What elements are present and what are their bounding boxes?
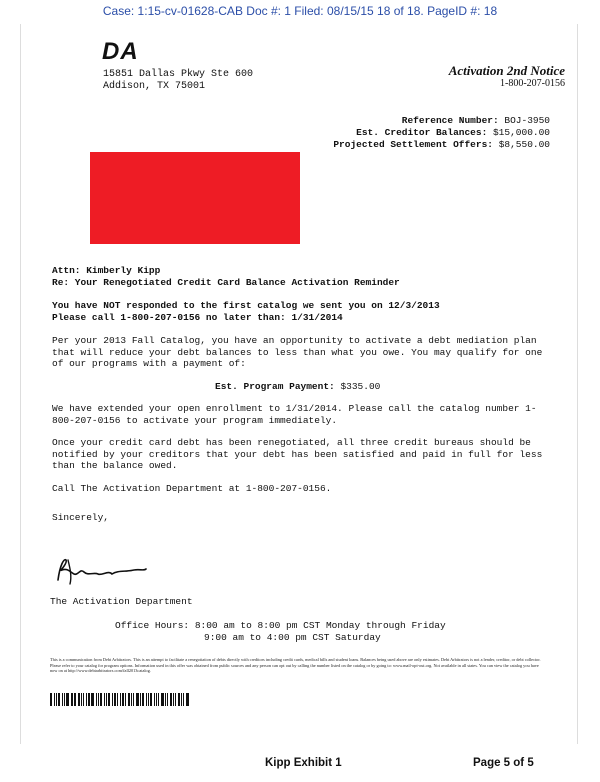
barcode-bar bbox=[56, 693, 57, 706]
ref-value: BOJ-3950 bbox=[504, 115, 550, 126]
fine-print-disclaimer: This is a communication from Debt Arbitrators. This is an attempt to facilitate a renegotiation of debts directly with creditors including credit cards, medical bills and student loans. Balances being used above are only estimates. Debt Arbitrators is not a lender, creditor, or debt collector. Please refer to your catalog for program options. Information used in this offer was obtained from public sources and any person can opt out by calling the number listed on the catalog or by going to: www.mail-opt-out.org. Not available in all states. You can view the catalog you have now on at http://www.debtarbitrators.com/fall2013catalog. bbox=[50, 657, 541, 673]
attn-line: Attn: Kimberly Kipp bbox=[52, 265, 161, 276]
barcode-bar bbox=[114, 693, 117, 706]
barcode-bar bbox=[71, 693, 72, 706]
barcode-bar bbox=[178, 693, 180, 706]
barcode-bar bbox=[104, 693, 105, 706]
barcode-bar bbox=[131, 693, 132, 706]
hours-row-2 bbox=[115, 632, 446, 644]
barcode-bar bbox=[122, 693, 124, 706]
paragraph-3: Once your credit card debt has been renegotiated, all three credit bureaus should be notified by your creditors that your debt has been satisfied and paid in full for less than the balance owed. bbox=[52, 437, 543, 471]
barcode-bar bbox=[91, 693, 94, 706]
barcode-bar bbox=[88, 693, 90, 706]
barcode-bar bbox=[78, 693, 80, 706]
barcode-bar bbox=[98, 693, 99, 706]
sender-address bbox=[103, 69, 253, 93]
barcode-bar bbox=[96, 693, 97, 706]
barcode-bar bbox=[128, 693, 130, 706]
barcode-bar bbox=[142, 693, 144, 706]
hours-weekday: 8:00 am to 8:00 pm CST Monday through Friday bbox=[194, 620, 446, 631]
reference-block bbox=[333, 115, 550, 151]
notice-phone: 1-800-207-0156 bbox=[500, 78, 565, 89]
barcode-bar bbox=[158, 693, 160, 706]
ref-value: $8,550.00 bbox=[498, 139, 550, 150]
barcode-bar bbox=[136, 693, 139, 706]
barcode-bar bbox=[58, 693, 60, 706]
barcode-bar bbox=[175, 693, 176, 706]
barcode-bar bbox=[112, 693, 113, 706]
payment-value: $335.00 bbox=[340, 380, 381, 392]
barcode-bar bbox=[154, 693, 155, 706]
ref-label: Projected Settlement Offers: bbox=[333, 139, 493, 150]
barcode-bar bbox=[133, 693, 134, 706]
barcode-bar bbox=[186, 693, 189, 706]
department-name: The Activation Department bbox=[50, 596, 193, 607]
barcode-bar bbox=[50, 693, 52, 706]
warning-line-1: You have NOT responded to the first catalog we sent you on 12/3/2013 bbox=[52, 300, 440, 311]
court-filing-header: Case: 1:15-cv-01628-CAB Doc #: 1 Filed: 08/15/15 18 of 18. PageID #: 18 bbox=[102, 4, 498, 18]
barcode bbox=[50, 693, 190, 706]
barcode-bar bbox=[108, 693, 110, 706]
barcode-bar bbox=[156, 693, 157, 706]
paragraph-1: Per your 2013 Fall Catalog, you have an opportunity to activate a debt mediation plan that will reduce your debt balances to less than what you owe. You may qualify for one of our programs with a payment of: bbox=[52, 335, 543, 369]
hours-label: Office Hours: bbox=[115, 620, 190, 631]
address-line-1: 15851 Dallas Pkwy Ste 600 bbox=[103, 69, 254, 80]
barcode-bar bbox=[183, 693, 184, 706]
barcode-bar bbox=[167, 693, 168, 706]
notice-title: Activation 2nd Notice bbox=[448, 63, 565, 78]
barcode-bar bbox=[146, 693, 147, 706]
barcode-bar bbox=[62, 693, 63, 706]
barcode-bar bbox=[181, 693, 182, 706]
hours-row-1 bbox=[115, 620, 446, 632]
barcode-bar bbox=[54, 693, 55, 706]
payment-label: Est. Program Payment: bbox=[215, 380, 335, 392]
barcode-bar bbox=[64, 693, 65, 706]
re-line: Re: Your Renegotiated Credit Card Balance Activation Reminder bbox=[52, 276, 400, 288]
barcode-bar bbox=[161, 693, 164, 706]
office-hours bbox=[115, 620, 446, 644]
settlement-offer-row bbox=[333, 139, 550, 151]
ref-label: Reference Number: bbox=[401, 115, 499, 126]
barcode-bar bbox=[66, 693, 69, 706]
payment-line bbox=[52, 381, 552, 393]
barcode-bar bbox=[148, 693, 149, 706]
page-number: Page 5 of 5 bbox=[473, 757, 534, 769]
barcode-bar bbox=[170, 693, 172, 706]
barcode-bar bbox=[117, 693, 118, 706]
exhibit-label: Kipp Exhibit 1 bbox=[265, 757, 342, 769]
barcode-bar bbox=[74, 693, 76, 706]
letter-body bbox=[52, 265, 552, 524]
barcode-bar bbox=[140, 693, 141, 706]
barcode-bar bbox=[125, 693, 126, 706]
warning-line-2: Please call 1-800-207-0156 no later than: 1/31/2014 bbox=[52, 311, 343, 323]
sender-logo: DA bbox=[102, 38, 139, 65]
barcode-bar bbox=[72, 693, 73, 706]
barcode-bar bbox=[100, 693, 102, 706]
barcode-bar bbox=[86, 693, 87, 706]
barcode-bar bbox=[120, 693, 121, 706]
handwritten-signature bbox=[50, 550, 160, 590]
hours-saturday: 9:00 am to 4:00 pm CST Saturday bbox=[204, 632, 381, 643]
reference-number-row bbox=[333, 115, 550, 127]
closing: Sincerely, bbox=[52, 512, 110, 523]
barcode-bar bbox=[83, 693, 84, 706]
ref-value: $15,000.00 bbox=[492, 127, 550, 138]
ref-label: Est. Creditor Balances: bbox=[356, 127, 488, 138]
barcode-bar bbox=[150, 693, 152, 706]
address-line-2: Addison, TX 75001 bbox=[103, 81, 206, 92]
barcode-bar bbox=[81, 693, 82, 706]
creditor-balance-row bbox=[333, 127, 550, 139]
barcode-bar bbox=[173, 693, 174, 706]
redaction-box bbox=[90, 152, 300, 244]
paragraph-4: Call The Activation Department at 1-800-207-0156. bbox=[52, 482, 332, 494]
paragraph-2: We have extended your open enrollment to 1/31/2014. Please call the catalog number 1-800-207-0156 to activate your program immediately. bbox=[52, 403, 537, 426]
barcode-bar bbox=[165, 693, 166, 706]
barcode-bar bbox=[106, 693, 107, 706]
